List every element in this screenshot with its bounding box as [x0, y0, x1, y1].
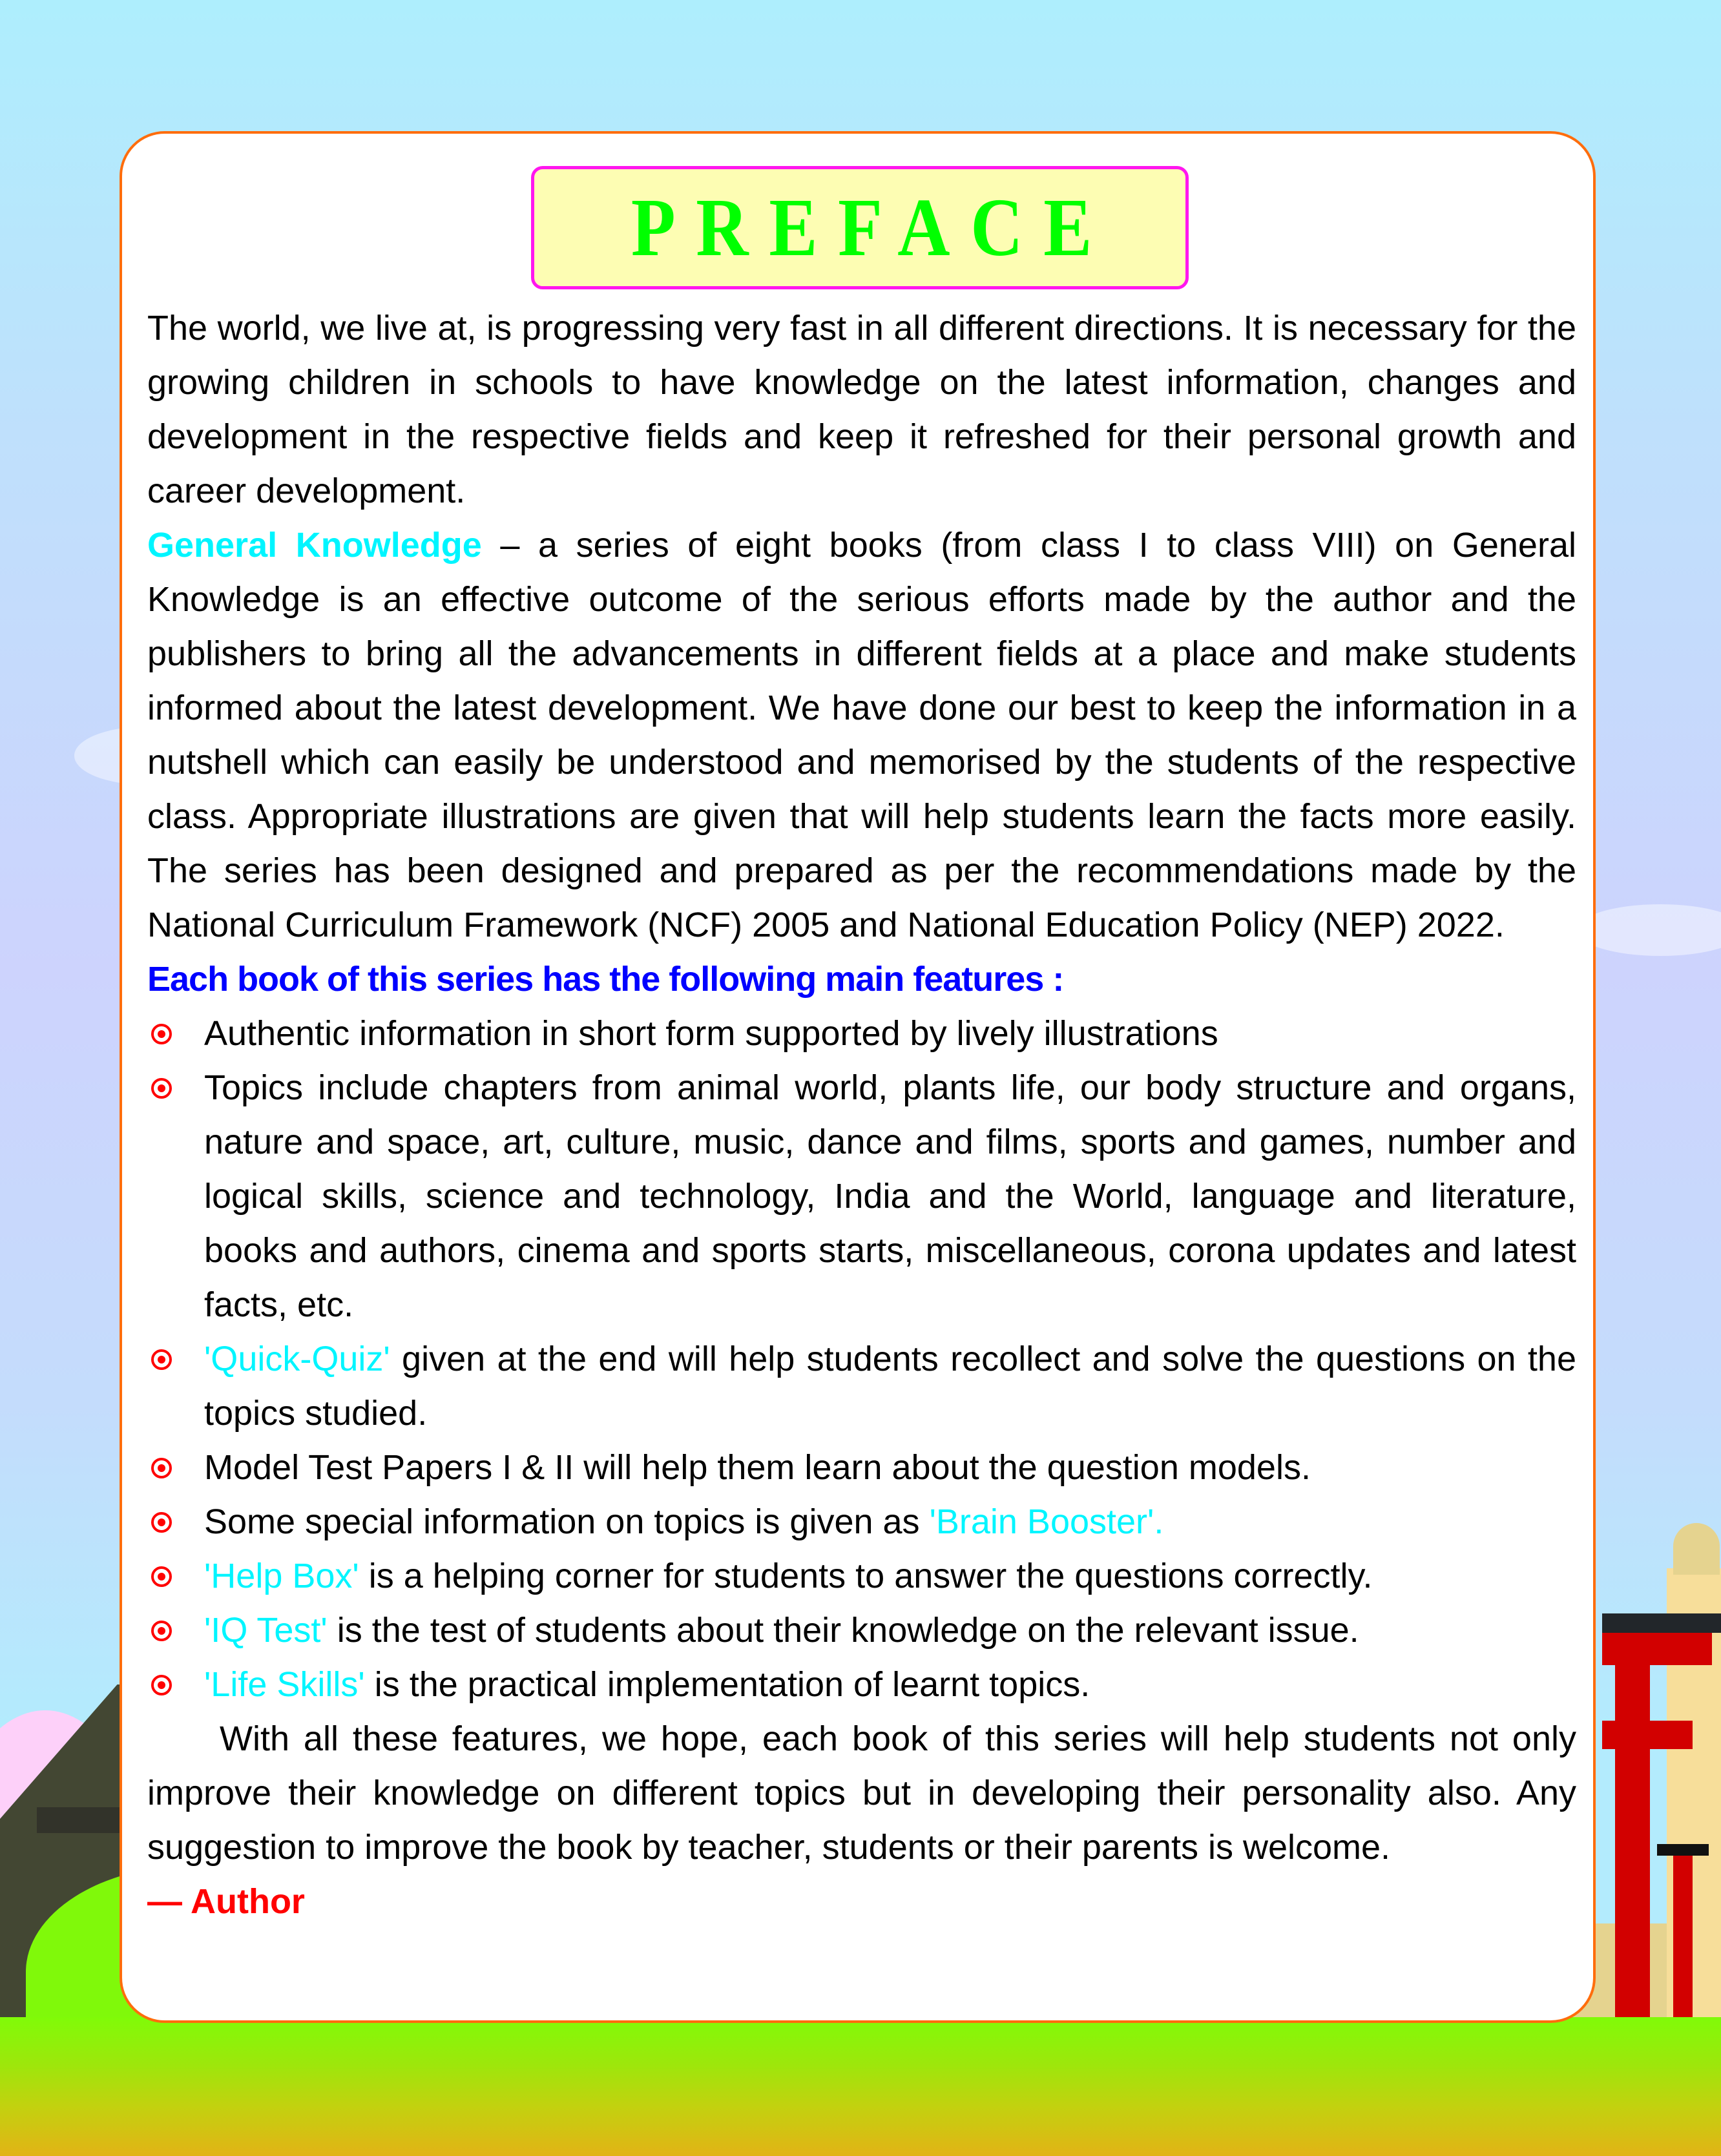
grass-ground [0, 2017, 1721, 2156]
series-name-highlight: General Knowledge [147, 526, 482, 565]
minaret-dome [1673, 1523, 1720, 1575]
feature-item: 'IQ Test' is the test of students about their knowledge on the relevant issue. [147, 1603, 1576, 1657]
intro-paragraph: The world, we live at, is progressing very fast in all different directions. It is necessary for the growing children in schools to have knowledge on the latest information, changes and development in the respective fields and keep it refreshed for their personal growth and career development. [147, 309, 1576, 510]
lantern-roof [1657, 1844, 1709, 1856]
feature-item: 'Life Skills' is the practical implementation of learnt topics. [147, 1657, 1576, 1712]
author-signature: — Author [147, 1882, 305, 1921]
features-heading: Each book of this series has the following main features : [147, 960, 1064, 999]
iq-test-highlight: 'IQ Test' [204, 1611, 328, 1650]
torii-gate-beam [1602, 1613, 1721, 1633]
feature-item: 'Help Box' is a helping corner for students to answer the questions correctly. [147, 1549, 1576, 1603]
preface-content [147, 301, 1576, 1929]
quick-quiz-highlight: 'Quick-Quiz' [204, 1340, 390, 1378]
target-bullet-icon [151, 1512, 172, 1533]
target-bullet-icon [151, 1566, 172, 1587]
torii-gate-crossbar [1602, 1721, 1693, 1749]
target-bullet-icon [151, 1078, 172, 1099]
target-bullet-icon [151, 1621, 172, 1641]
brain-booster-highlight: 'Brain Booster'. [929, 1502, 1164, 1541]
series-paragraph [147, 518, 1576, 952]
page-title: PREFACE [631, 181, 1112, 273]
feature-item: Some special information on topics is given as 'Brain Booster'. [147, 1495, 1576, 1549]
target-bullet-icon [151, 1458, 172, 1478]
closing-paragraph: With all these features, we hope, each book of this series will help students not only improve their knowledge on different topics but in developing their personality also. Any suggestion to improve the book by teacher, students or their parents is welcome. [147, 1719, 1576, 1867]
feature-item: Topics include chapters from animal world, plants life, our body structure and organs, nature and space, art, culture, music, dance and films, sports and games, number and logical skills, science and technology, India and the World, language and literature, books and authors, cinema and sports starts, miscellaneous, corona updates and latest facts, etc. [147, 1061, 1576, 1332]
series-paragraph-text: – a series of eight books (from class I to class VIII) on General Knowledge is an effective outcome of the serious efforts made by the author and the publishers to bring all the advancements in different fields at a place and make students informed about the latest development. We have done our best to keep the information in a nutshell which can easily be understood and memorised by the students of the respective class. Appropriate illustrations are given that will help students learn the facts more easily. The series has been designed and prepared as per the recommendations made by the National Curriculum Framework (NCF) 2005 and National Education Policy (NEP) 2022. [147, 526, 1576, 944]
feature-item: 'Quick-Quiz' given at the end will help students recollect and solve the questions on the topics studied. [147, 1332, 1576, 1440]
lantern-post [1673, 1856, 1693, 2020]
torii-gate-post [1615, 1659, 1650, 2020]
target-bullet-icon [151, 1024, 172, 1044]
cloud [1576, 904, 1721, 956]
feature-item: Model Test Papers I & II will help them learn about the question models. [147, 1440, 1576, 1495]
life-skills-highlight: 'Life Skills' [204, 1665, 365, 1704]
feature-item: Authentic information in short form supported by lively illustrations [147, 1006, 1576, 1061]
target-bullet-icon [151, 1675, 172, 1695]
title-banner [531, 166, 1189, 289]
help-box-highlight: 'Help Box' [204, 1557, 359, 1595]
features-list [147, 1006, 1576, 1712]
target-bullet-icon [151, 1349, 172, 1370]
